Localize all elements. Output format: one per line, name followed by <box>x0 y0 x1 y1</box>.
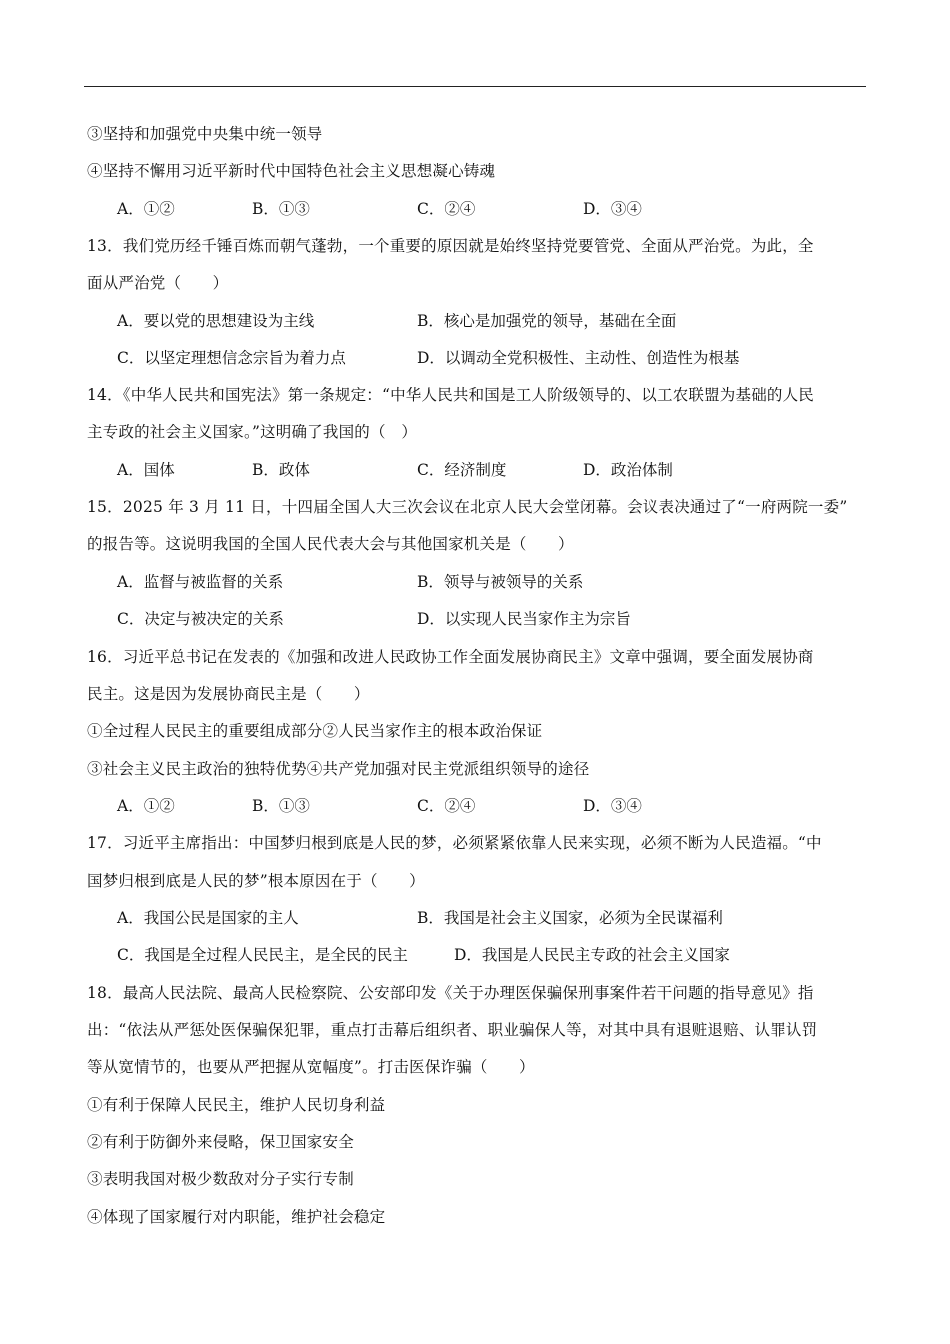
question-16-stem: 16．习近平总书记在发表的《加强和改进人民政协工作全面发展协商民主》文章中强调，要全面发展协商 <box>87 648 814 666</box>
statement-line: ①全过程人民民主的重要组成部分②人民当家作主的根本政治保证 <box>87 722 543 740</box>
option-c[interactable]: C．经济制度 <box>417 461 507 479</box>
statement-line: ③坚持和加强党中央集中统一领导 <box>87 125 323 143</box>
option-d[interactable]: D．我国是人民民主专政的社会主义国家 <box>454 946 730 964</box>
question-14-stem: 14．《中华人民共和国宪法》第一条规定：“中华人民共和国是工人阶级领导的、以工农联盟为基础的人民 <box>87 386 815 404</box>
option-a[interactable]: A．监督与被监督的关系 <box>117 573 284 591</box>
option-c[interactable]: C．我国是全过程人民民主，是全民的民主 <box>117 946 408 964</box>
question-17-stem-cont: 国梦归根到底是人民的梦”根本原因在于（ ） <box>87 872 425 890</box>
option-b[interactable]: B．①③ <box>252 797 310 815</box>
option-a[interactable]: A．①② <box>117 797 175 815</box>
question-15-stem: 15．2025 年 3 月 11 日，十四届全国人大三次会议在北京人民大会堂闭幕。会议表决通过了“一府两院一委” <box>87 498 848 516</box>
option-c[interactable]: C．②④ <box>417 200 476 218</box>
option-d[interactable]: D．以实现人民当家作主为宗旨 <box>417 610 631 628</box>
statement-line: ①有利于保障人民民主，维护人民切身利益 <box>87 1096 386 1114</box>
statement-line: ③社会主义民主政治的独特优势④共产党加强对民主党派组织领导的途径 <box>87 760 590 778</box>
option-d[interactable]: D．以调动全党积极性、主动性、创造性为根基 <box>417 349 740 367</box>
question-15-stem-cont: 的报告等。这说明我国的全国人民代表大会与其他国家机关是（ ） <box>87 535 574 553</box>
statement-line: ③表明我国对极少数敌对分子实行专制 <box>87 1170 354 1188</box>
option-b[interactable]: B．领导与被领导的关系 <box>417 573 584 591</box>
option-d[interactable]: D．③④ <box>583 797 642 815</box>
option-a[interactable]: A．国体 <box>117 461 175 479</box>
option-b[interactable]: B．核心是加强党的领导，基础在全面 <box>417 312 677 330</box>
question-16-stem-cont: 民主。这是因为发展协商民主是（ ） <box>87 685 370 703</box>
option-b[interactable]: B．政体 <box>252 461 310 479</box>
option-c[interactable]: C．以坚定理想信念宗旨为着力点 <box>117 349 346 367</box>
option-c[interactable]: C．决定与被决定的关系 <box>117 610 284 628</box>
option-a[interactable]: A．要以党的思想建设为主线 <box>117 312 315 330</box>
option-b[interactable]: B．我国是社会主义国家，必须为全民谋福利 <box>417 909 723 927</box>
question-13-stem: 13．我们党历经千锤百炼而朝气蓬勃，一个重要的原因就是始终坚持党要管党、全面从严治党。为此，全 <box>87 237 814 255</box>
question-17-stem: 17．习近平主席指出：中国梦归根到底是人民的梦，必须紧紧依靠人民来实现，必须不断为人民造福。“中 <box>87 834 822 852</box>
option-d[interactable]: D．政治体制 <box>583 461 673 479</box>
question-14-stem-cont: 主专政的社会主义国家。”这明确了我国的（ ） <box>87 423 418 441</box>
option-c[interactable]: C．②④ <box>417 797 476 815</box>
question-13-stem-cont: 面从严治党（ ） <box>87 274 229 292</box>
option-a[interactable]: A．①② <box>117 200 175 218</box>
statement-line: ②有利于防御外来侵略，保卫国家安全 <box>87 1133 354 1151</box>
statement-line: ④体现了国家履行对内职能，维护社会稳定 <box>87 1208 386 1226</box>
question-18-stem-cont: 出：“依法从严惩处医保骗保犯罪，重点打击幕后组织者、职业骗保人等，对其中具有退赃退赔、认罪认罚 <box>87 1021 818 1039</box>
statement-line: ④坚持不懈用习近平新时代中国特色社会主义思想凝心铸魂 <box>87 162 496 180</box>
question-18-stem-cont: 等从宽情节的，也要从严把握从宽幅度”。打击医保诈骗（ ） <box>87 1058 535 1076</box>
option-b[interactable]: B．①③ <box>252 200 310 218</box>
question-18-stem: 18．最高人民法院、最高人民检察院、公安部印发《关于办理医保骗保刑事案件若干问题的指导意见》指 <box>87 984 814 1002</box>
option-d[interactable]: D．③④ <box>583 200 642 218</box>
option-a[interactable]: A．我国公民是国家的主人 <box>117 909 299 927</box>
header-rule <box>84 86 866 87</box>
